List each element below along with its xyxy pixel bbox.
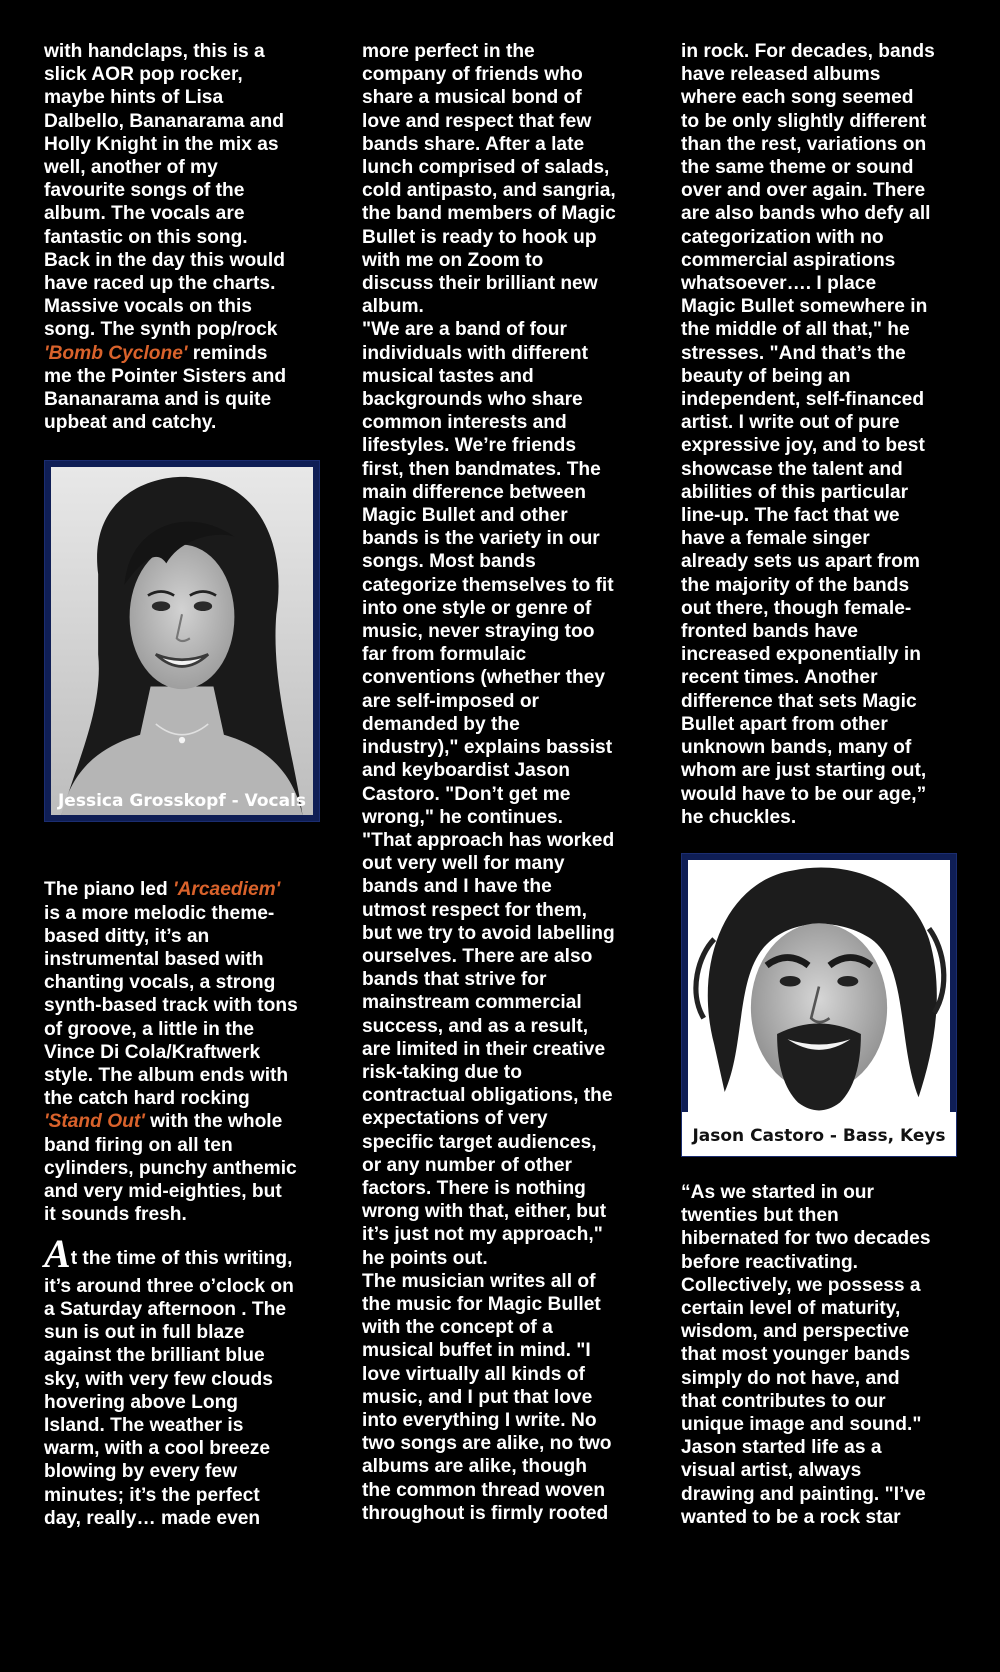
paragraph-col1-1 (44, 40, 332, 434)
photo-jason-castoro (688, 860, 950, 1150)
song-title-highlight: 'Arcaediem' (173, 879, 281, 901)
paragraph-text-run: The piano led (44, 879, 173, 901)
paragraph-col1-3-rest: it’s around three o’clock on a Saturday afternoon . The sun is out in full blaze against the brilliant blue sky, with very few clouds hovering above Long Island. The weather is warm, with a cool breeze blowing by every few minutes; it’s the perfect day, really… made even (44, 1275, 294, 1529)
article-column-1 (44, 40, 332, 1530)
photo-jessica-frame (44, 460, 320, 822)
photo-caption-jessica: Jessica Grosskopf - Vocals (57, 791, 307, 812)
drop-cap-letter: A (44, 1230, 71, 1276)
paragraph-col1-3 (44, 1230, 332, 1276)
photo-caption-jason: Jason Castoro - Bass, Keys (692, 1125, 946, 1146)
paragraph-col3-1: in rock. For decades, bands have released albums where each song seemed to be only slightly different than the rest, variations on the same theme or sound over and over again. There are also bands who defy all categorization with no commercial aspirations whatsoever…. I place Magic Bullet somewhere in the middle of all that," he stresses. "And that’s the beauty of being an independent, self-financed artist. I write out of pure expressive joy, and to best showcase the talent and abilities of this particular line-up. The fact that we have a female singer already sets us apart from the majority of the bands out there, though female- fronted bands have increased exponentially in recent times. Another difference that sets Magic Bullet apart from other unknown bands, many of whom are just starting out, would have to be our age,” he chuckles. (681, 41, 935, 828)
song-title-highlight: 'Stand Out' (44, 1111, 145, 1133)
paragraph-col1-2 (44, 878, 332, 1226)
portrait-man-image (688, 860, 950, 1150)
paragraph-text-run: with handclaps, this is a slick AOR pop rocker, maybe hints of Lisa Dalbello, Bananarama and Holly Knight in the mix as well, another of my favourite songs of the album. The vocals are fantastic on this song. Back in the day this would have raced up the charts. Massive vocals on this song. The synth pop/rock (44, 41, 285, 341)
paragraph-text-run: reminds me the Pointer Sisters and Bananarama and is quite upbeat and catchy. (44, 342, 287, 434)
paragraph-col3-2: “As we started in our twenties but then hibernated for two decades before reactivating. Collectively, we possess a certain level of maturity, wisdom, and perspective that most younger bands simply do not have, and that contributes to our unique image and sound." Jason started life as a visual artist, always drawing and painting. "I’ve wanted to be a rock star (681, 1181, 931, 1528)
paragraph-col1-3-first-line: t the time of this writing, (70, 1247, 293, 1269)
photo-jason-frame (681, 853, 957, 1157)
portrait-woman-image (51, 467, 313, 815)
paragraph-text-run: is a more melodic theme- based ditty, it’s an instrumental based with chanting vocals, a strong synth-based track with tons of groove, a little in the Vince Di Cola/Kraftwerk style. The album ends with the catch hard rocking (44, 902, 298, 1110)
photo-jessica-grosskopf (51, 467, 313, 815)
paragraph-col2: more perfect in the company of friends who share a musical bond of love and respect that few bands share. After a late lunch comprised of salads, cold antipasto, and sangria, the band members of Magic Bullet is ready to hook up with me on Zoom to discuss their brilliant new album. "We are a band of four individuals with different musical tastes and backgrounds who share common interests and lifestyles. We’re friends first, then bandmates. The main difference between Magic Bullet and other bands is the variety in our songs. Most bands categorize themselves to fit into one style or genre of music, never straying too far from formulaic conventions (whether they are self-imposed or demanded by the industry)," explains bassist and keyboardist Jason Castoro. "Don’t get me wrong," he continues. "That approach has worked out very well for many bands and I have the utmost respect for them, but we try to avoid labelling ourselves. There are also bands that strive for mainstream commercial success, and as a result, are limited in their creative risk-taking due to contractual obligations, the expectations of very specific target audiences, or any number of other factors. There is nothing wrong with that, either, but it’s just not my approach," he points out. The musician writes all of the music for Magic Bullet with the concept of a musical buffet in mind. "I love virtually all kinds of music, and I put that love into everything I write. No two songs are alike, no two albums are alike, though the common thread woven throughout is firmly rooted (362, 41, 616, 1524)
paragraph-text-run: with the whole band firing on all ten cylinders, punchy anthemic and very mid-eighties, but it sounds fresh. (44, 1111, 297, 1226)
article-column-3 (681, 40, 971, 1529)
song-title-highlight: 'Bomb Cyclone' (44, 342, 188, 364)
article-column-2 (362, 40, 654, 1525)
